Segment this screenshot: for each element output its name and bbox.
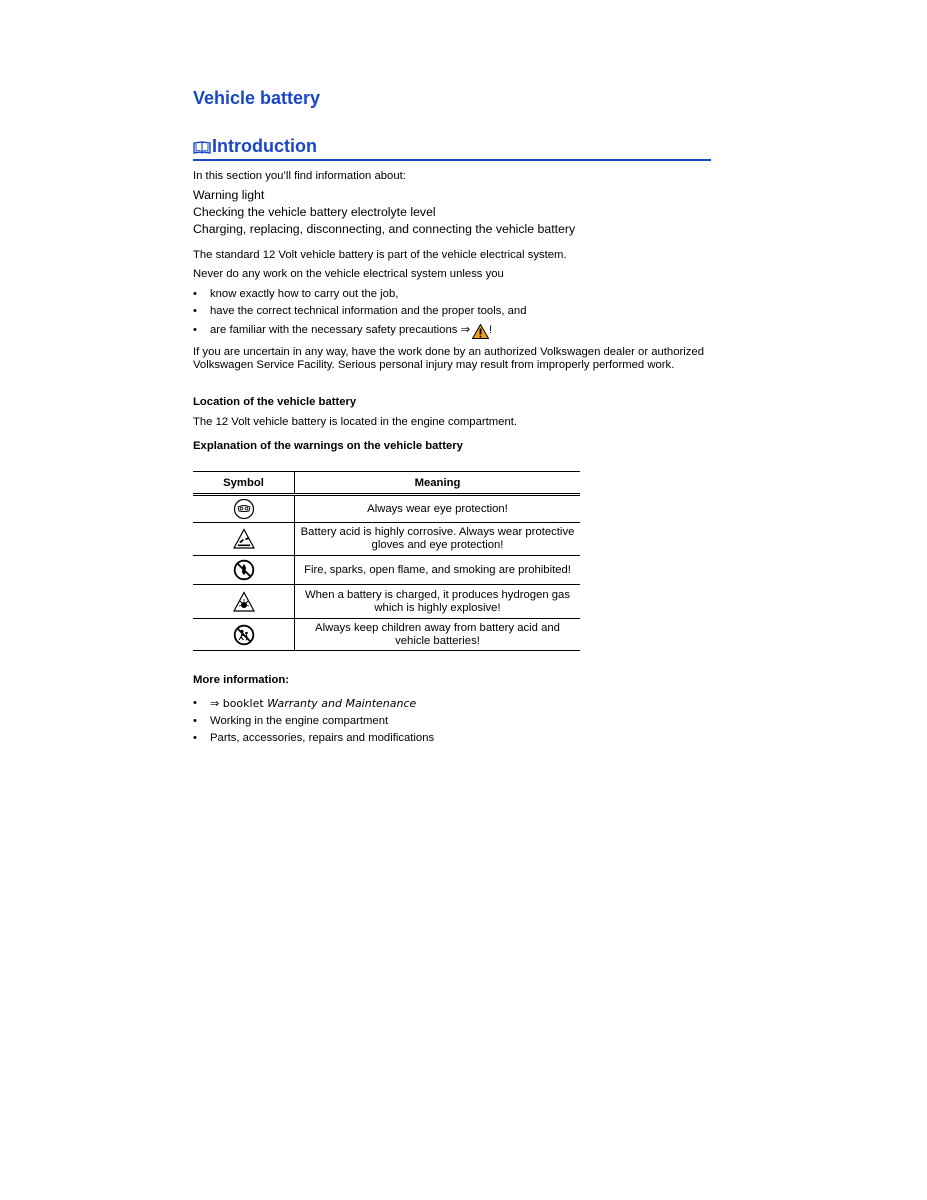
meaning-cell: Fire, sparks, open flame, and smoking are prohibited! <box>295 556 581 585</box>
list-item-text: know exactly how to carry out the job, <box>210 288 399 300</box>
list-item-text: have the correct technical information and the proper tools, and <box>210 305 527 317</box>
keep-children-away-icon <box>233 624 255 646</box>
warnings-table <box>193 471 580 651</box>
introduction-heading <box>193 136 711 157</box>
topic-link-electrolyte-level[interactable]: Checking the vehicle battery electrolyte level <box>193 205 436 219</box>
warranty-maintenance-link[interactable]: Warranty and Maintenance <box>267 697 417 710</box>
warning-triangle-icon[interactable] <box>472 324 489 339</box>
column-header-meaning: Meaning <box>295 472 581 495</box>
list-item: • ⇒ booklet Warranty and Maintenance <box>193 697 417 710</box>
introduction-heading-text: Introduction <box>212 136 317 156</box>
topic-link-warning-light[interactable]: Warning light <box>193 188 265 202</box>
topic-link-charging-replacing[interactable]: Charging, replacing, disconnecting, and connecting the vehicle battery <box>193 222 576 236</box>
column-header-symbol: Symbol <box>193 472 295 495</box>
paragraph-uncertain: If you are uncertain in any way, have the work done by an authorized Volkswagen dealer or authorized Volkswagen Service Facility. Serious personal injury may result from improperly performed work. <box>193 346 704 371</box>
paragraph-standard-battery: The standard 12 Volt vehicle battery is part of the vehicle electrical system. <box>193 249 567 261</box>
table-header-row <box>193 472 580 495</box>
book-icon <box>193 140 211 154</box>
intro-lead: In this section you’ll find information about: <box>193 170 406 182</box>
list-item: • Working in the engine compartment <box>193 715 389 727</box>
table-row <box>193 619 580 651</box>
list-item: • are familiar with the necessary safety precautions ⇒ ! <box>193 324 492 339</box>
meaning-cell: Always wear eye protection! <box>295 495 581 523</box>
engine-compartment-link[interactable]: Working in the engine compartment <box>210 715 389 727</box>
table-row <box>193 585 580 619</box>
warnings-heading: Explanation of the warnings on the vehicle battery <box>193 440 463 452</box>
more-information-heading: More information: <box>193 674 290 686</box>
parts-accessories-link[interactable]: Parts, accessories, repairs and modifications <box>210 732 435 744</box>
page-title: Vehicle battery <box>193 88 321 108</box>
meaning-cell: Always keep children away from battery acid and vehicle batteries! <box>295 619 581 651</box>
table-row <box>193 495 580 523</box>
booklet-reference-prefix: ⇒ booklet <box>210 697 268 710</box>
list-item: • have the correct technical information and the proper tools, and <box>193 305 527 317</box>
introduction-heading-bar <box>193 136 711 161</box>
eye-protection-icon <box>233 498 255 520</box>
table-row <box>193 556 580 585</box>
list-item-text: are familiar with the necessary safety precautions ⇒ <box>210 324 470 336</box>
corrosive-acid-icon <box>233 528 255 550</box>
location-text: The 12 Volt vehicle battery is located in the engine compartment. <box>193 416 518 428</box>
meaning-cell: Battery acid is highly corrosive. Always wear protective gloves and eye protection! <box>295 523 581 556</box>
paragraph-never-do-work: Never do any work on the vehicle electrical system unless you <box>193 268 504 280</box>
table-row <box>193 523 580 556</box>
list-item: • Parts, accessories, repairs and modifications <box>193 732 435 744</box>
meaning-cell: When a battery is charged, it produces hydrogen gas which is highly explosive! <box>295 585 581 619</box>
explosive-gas-icon <box>233 591 255 613</box>
no-fire-icon <box>233 559 255 581</box>
exclamation-text: ! <box>489 324 493 336</box>
list-item: • know exactly how to carry out the job, <box>193 288 399 300</box>
location-heading: Location of the vehicle battery <box>193 396 357 408</box>
